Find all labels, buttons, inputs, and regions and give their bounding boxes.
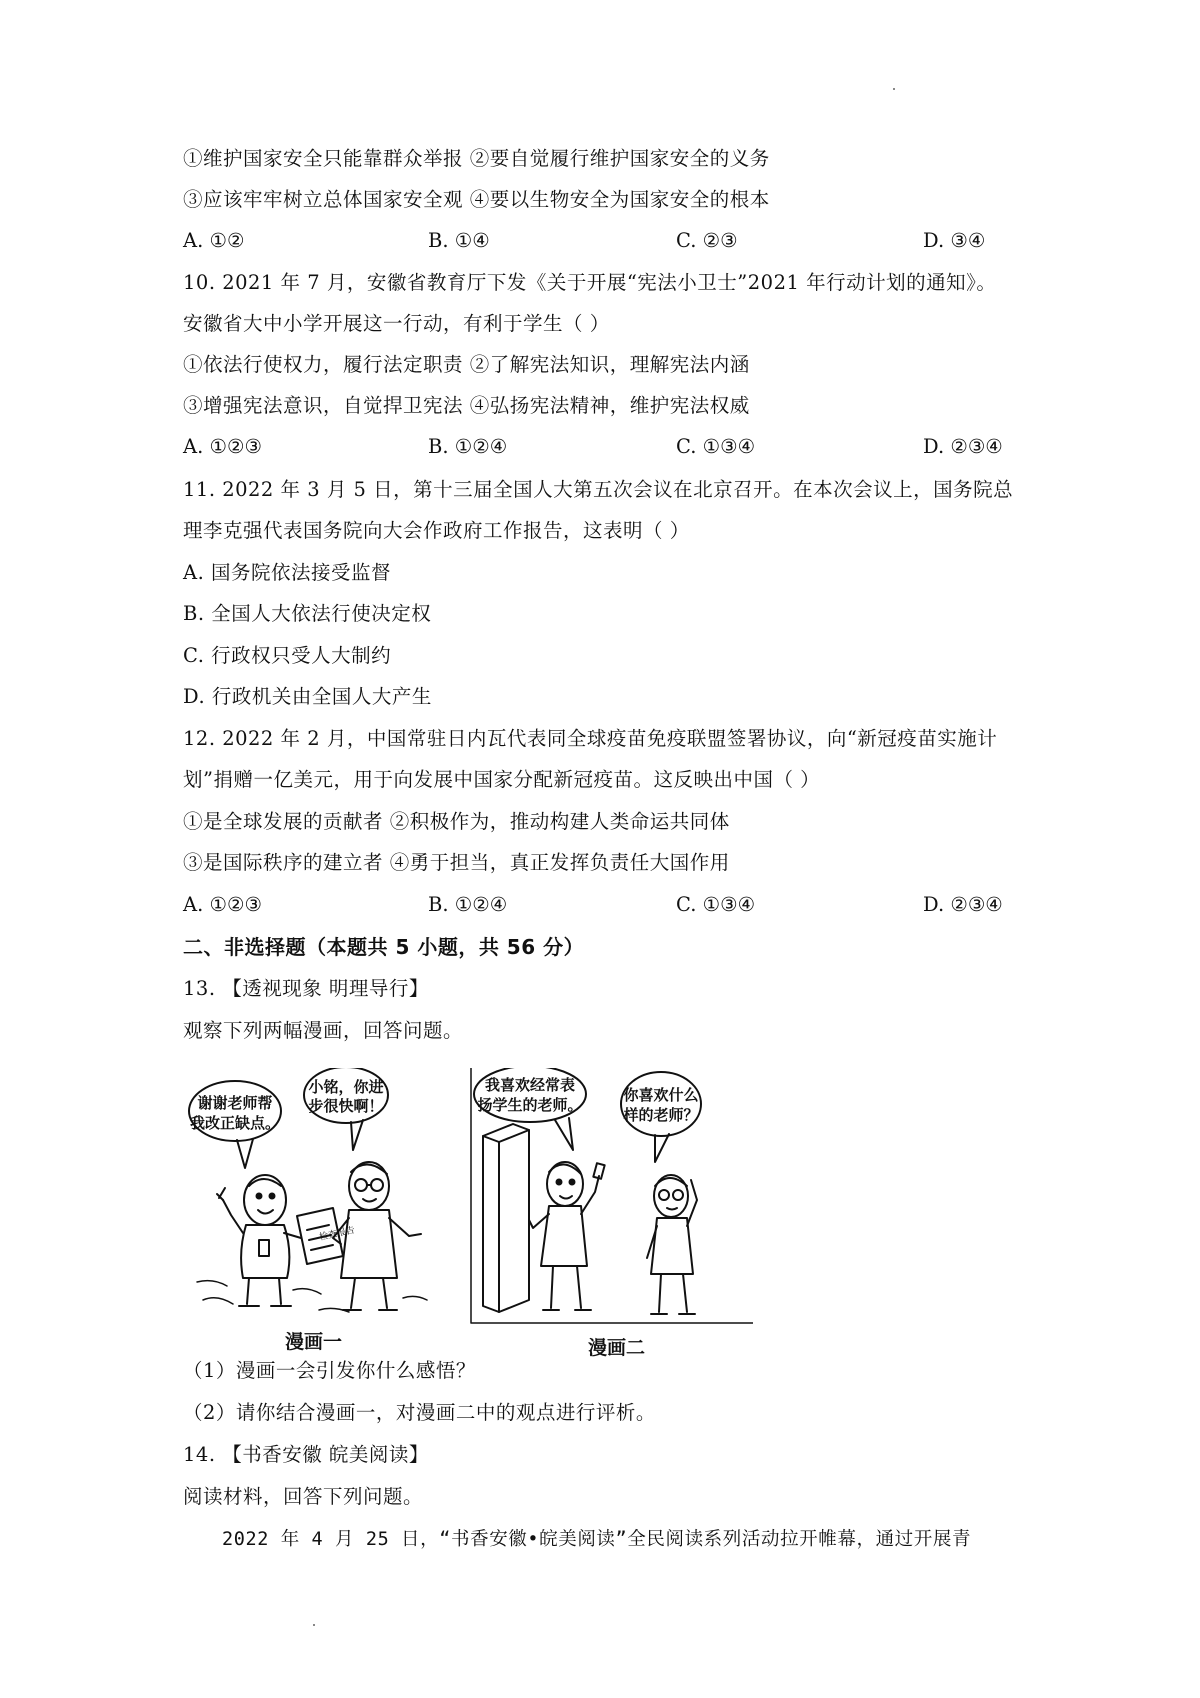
q9-options (183, 228, 1033, 254)
q10-options (183, 434, 1033, 460)
cartoon-2-speech-bubble-teacher (621, 1072, 701, 1136)
cartoon-2-caption: 漫画二 (588, 1337, 646, 1359)
q9-statement-1: ①维护国家安全只能靠群众举报 ②要自觉履行维护国家安全的义务 (183, 147, 770, 170)
q12-options (183, 892, 1033, 918)
cartoon-1-paper-text: 检查报告 (318, 1225, 356, 1243)
q12-option-c: C. ①③④ (676, 893, 756, 916)
q10-option-c: C. ①③④ (676, 435, 756, 458)
cartoon-1-teacher-speech-line-1: 小铭，你进 (308, 1078, 384, 1096)
q10-option-d: D. ②③④ (923, 435, 1003, 458)
q9-statement-2: ③应该牢牢树立总体国家安全观 ④要以生物安全为国家安全的根本 (183, 188, 770, 211)
cartoon-2-pillar (483, 1124, 529, 1312)
q14-material: 2022 年 4 月 25 日，“书香安徽•皖美阅读”全民阅读系列活动拉开帷幕，通过开展青 (222, 1529, 972, 1550)
cartoon-1-student-speech-line-2: 我改正缺点。 (189, 1114, 281, 1132)
q11-stem-line-2: 理李克强代表国务院向大会作政府工作报告，这表明（ ） (183, 519, 690, 542)
q11-option-d: D. 行政机关由全国人大产生 (183, 685, 432, 708)
cartoon-2-teacher-speech-line-2: 样的老师？ (623, 1106, 699, 1124)
q10-stem-line-1: 10. 2021 年 7 月，安徽省教育厅下发《关于开展“宪法小卫士”2021 年行动计划的通知》。 (183, 271, 997, 294)
q13-subquestion-1: （1）漫画一会引发你什么感悟？ (183, 1359, 476, 1382)
cartoon-2-student (529, 1162, 605, 1310)
cartoon-2-teacher-speech-line-1: 你喜欢什么 (623, 1086, 699, 1104)
q12-option-d: D. ②③④ (923, 893, 1003, 916)
cartoon-2-student-speech-line-1: 我喜欢经常表 (484, 1076, 576, 1094)
cartoon-1-caption: 漫画一 (285, 1331, 343, 1353)
cartoon-1-teacher-speech-line-2: 步很快啊！ (308, 1097, 384, 1115)
q10-option-b: B. ①②④ (428, 435, 508, 458)
q14-intro: 阅读材料，回答下列问题。 (183, 1485, 424, 1508)
q9-option-b: B. ①④ (428, 229, 490, 252)
q13-subquestion-2: （2）请你结合漫画一，对漫画二中的观点进行评析。 (183, 1401, 656, 1424)
q11-option-c: C. 行政权只受人大制约 (183, 644, 392, 667)
q10-stem-line-2: 安徽省大中小学开展这一行动，有利于学生（ ） (183, 312, 610, 335)
q13-intro: 观察下列两幅漫画，回答问题。 (183, 1019, 464, 1042)
scan-speck-top (893, 88, 895, 90)
section-2-heading: 二、非选择题（本题共 5 小题，共 56 分） (183, 935, 585, 959)
scan-speck-bottom (313, 1624, 315, 1626)
q11-option-b: B. 全国人大依法行使决定权 (183, 602, 432, 625)
q9-option-a: A. ①② (183, 229, 245, 252)
cartoon-1-student-speech-line-1: 谢谢老师帮 (197, 1094, 273, 1112)
cartoon-2-teacher (647, 1175, 697, 1314)
q12-option-b: B. ①②④ (428, 893, 508, 916)
q13-title: 13. 【透视现象 明理导行】 (183, 977, 429, 1000)
q10-option-a: A. ①②③ (183, 435, 262, 458)
q12-stem-line-1: 12. 2022 年 2 月，中国常驻日内瓦代表同全球疫苗免疫联盟签署协议，向“新冠疫苗实施计 (183, 727, 998, 750)
q12-option-a: A. ①②③ (183, 893, 262, 916)
cartoon-2-student-speech-line-2: 扬学生的老师。 (477, 1096, 583, 1114)
q9-option-d: D. ③④ (923, 229, 986, 252)
q10-statement-1: ①依法行使权力，履行法定职责 ②了解宪法知识，理解宪法内涵 (183, 353, 750, 376)
q11-option-a: A. 国务院依法接受监督 (183, 561, 391, 584)
q9-option-c: C. ②③ (676, 229, 738, 252)
q10-statement-2: ③增强宪法意识，自觉捍卫宪法 ④弘扬宪法精神，维护宪法权威 (183, 394, 750, 417)
q11-stem-line-1: 11. 2022 年 3 月 5 日，第十三届全国人大第五次会议在北京召开。在本次会议上，国务院总 (183, 478, 1014, 501)
q14-title: 14. 【书香安徽 皖美阅读】 (183, 1443, 429, 1466)
q12-statement-2: ③是国际秩序的建立者 ④勇于担当，真正发挥负责任大国作用 (183, 851, 730, 874)
q12-statement-1: ①是全球发展的贡献者 ②积极作为，推动构建人类命运共同体 (183, 810, 730, 833)
q12-stem-line-2: 划”捐赠一亿美元，用于向发展中国家分配新冠疫苗。这反映出中国（ ） (183, 768, 821, 791)
cartoon-1-student (217, 1175, 301, 1306)
q13-cartoons (183, 1068, 753, 1363)
